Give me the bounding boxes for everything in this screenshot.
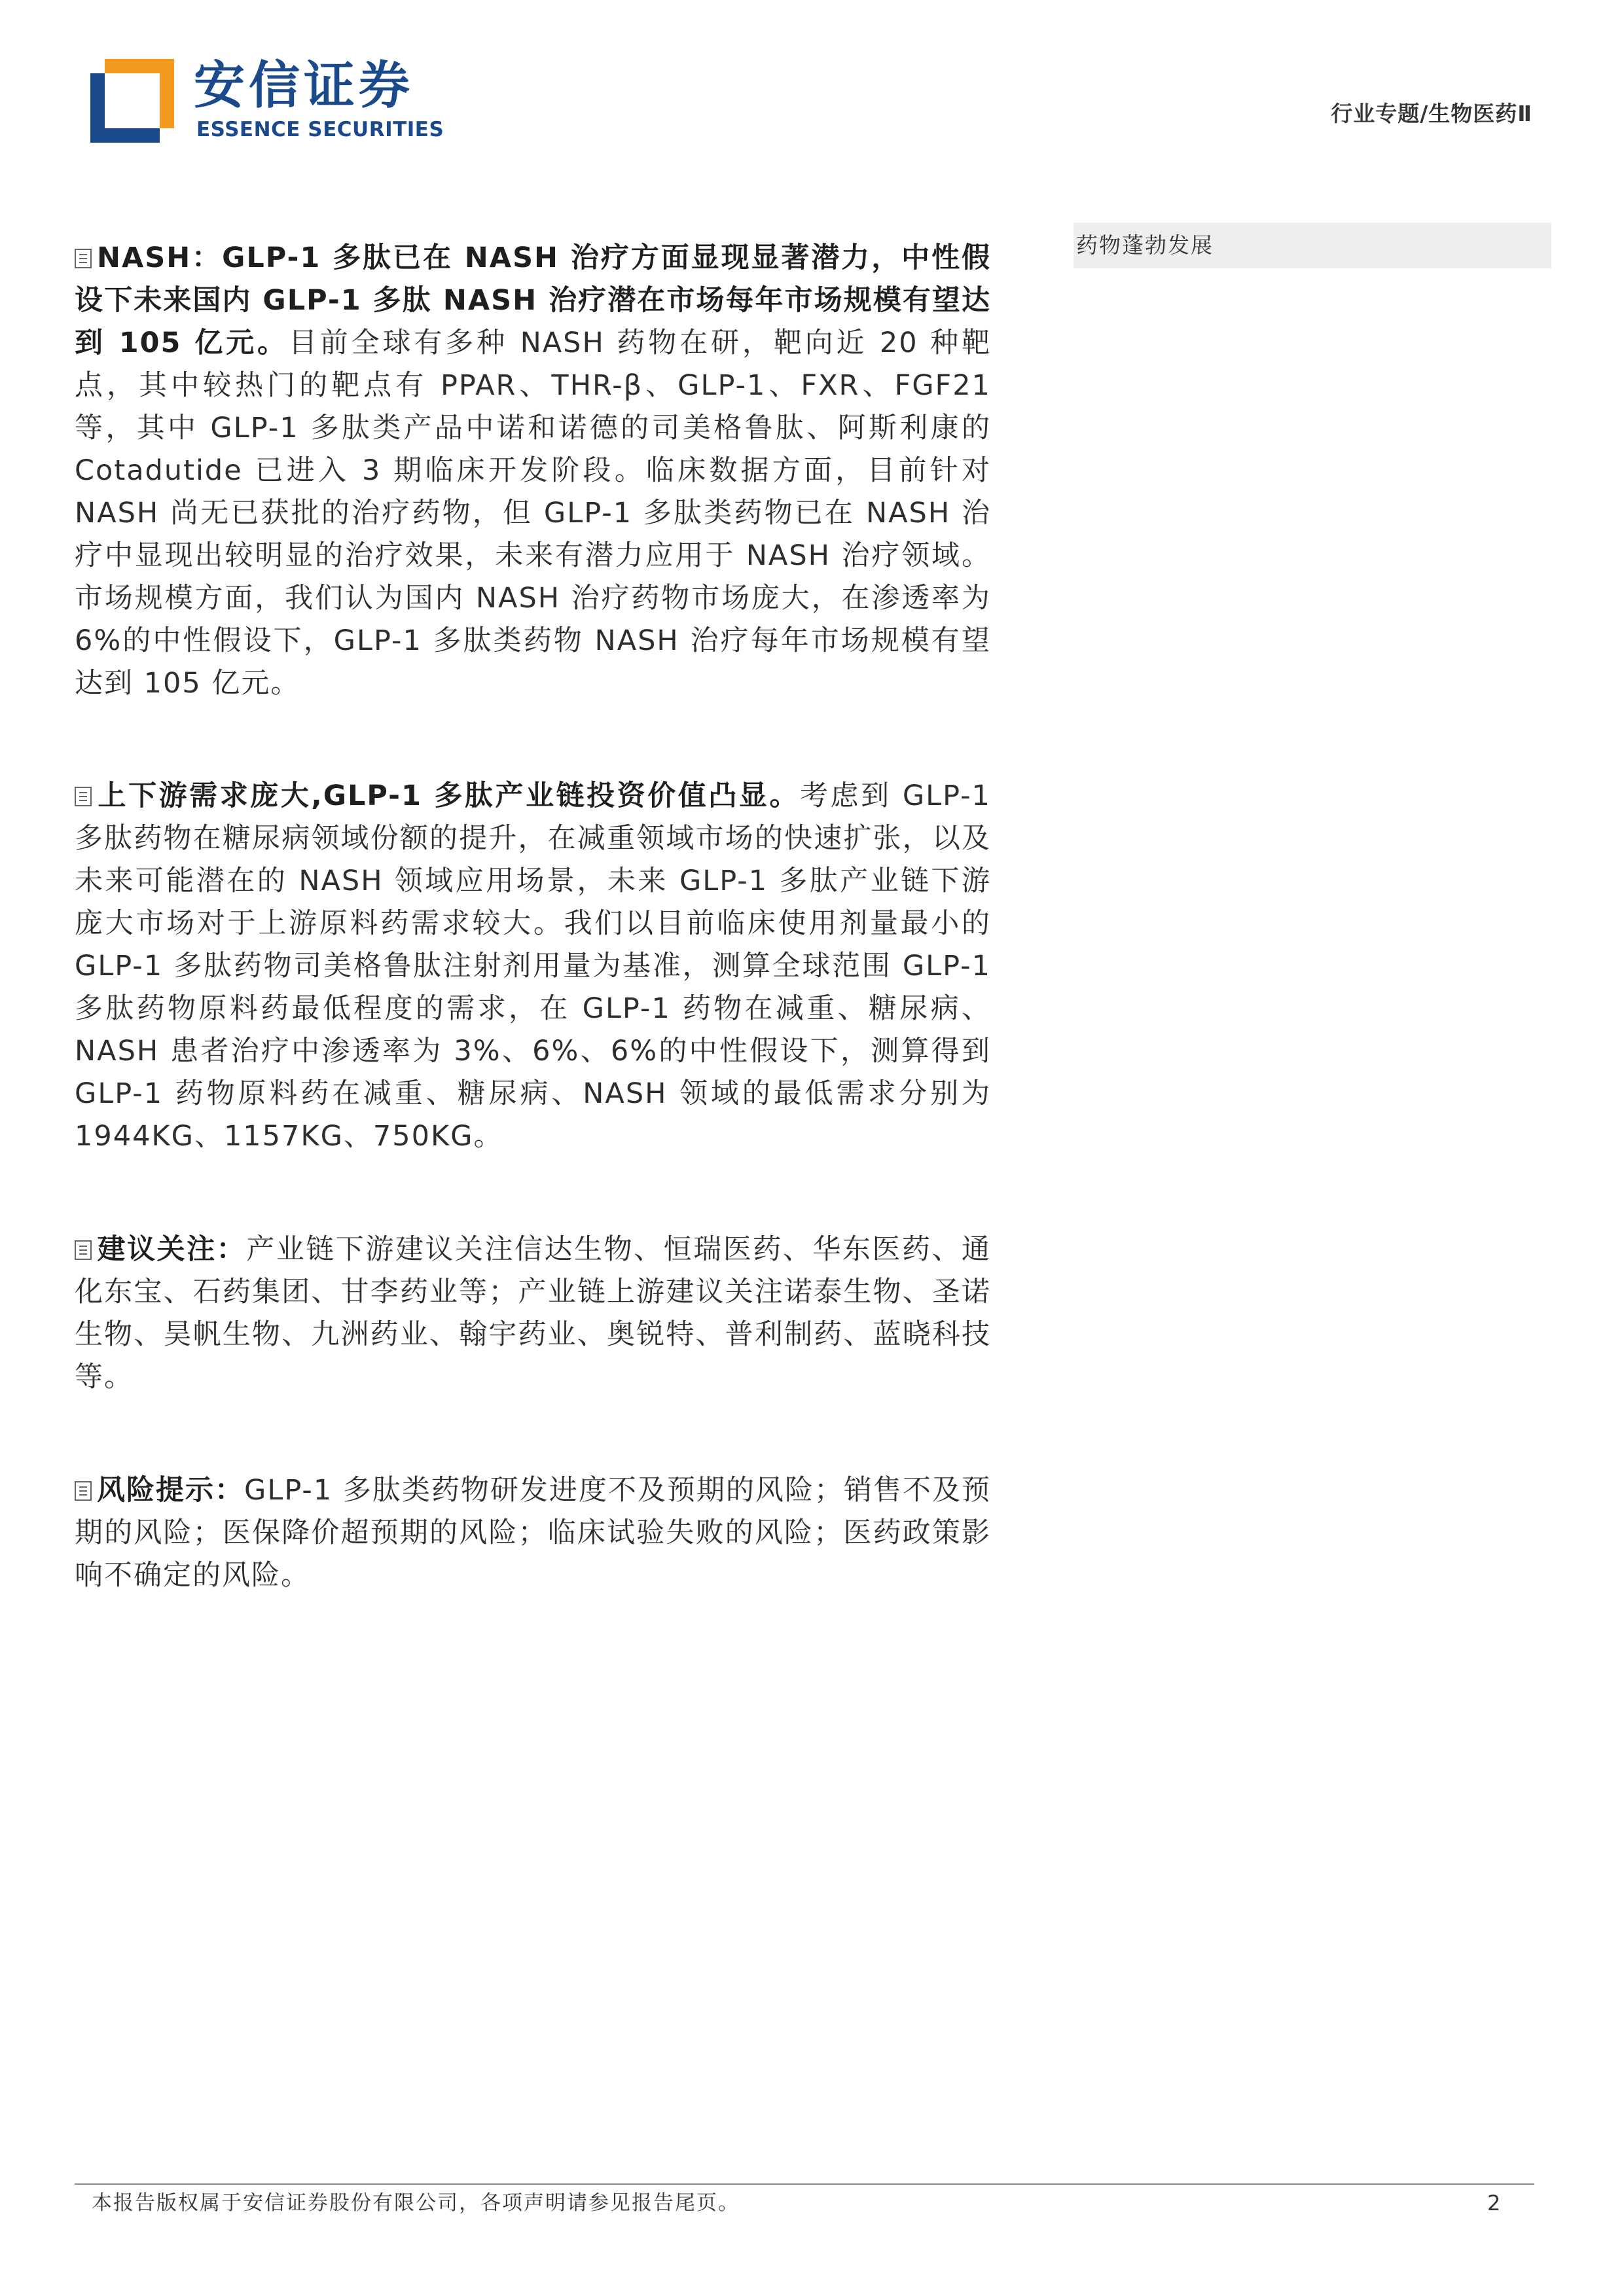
- document-bullet-icon: [75, 787, 92, 806]
- document-bullet-icon: [75, 249, 92, 268]
- report-body: [75, 237, 991, 1597]
- footer-divider: [75, 2183, 1534, 2185]
- logo-english-name: ESSENCE SECURITIES: [196, 118, 444, 141]
- section-heading: 上下游需求庞大,GLP-1 多肽产业链投资价值凸显。: [97, 780, 800, 812]
- sidebar-note-text: 药物蓬勃发展: [1076, 232, 1214, 258]
- section-risk-warning: [75, 1469, 991, 1597]
- report-category: 行业专题/生物医药Ⅱ: [1331, 101, 1532, 126]
- document-bullet-icon: [75, 1240, 92, 1260]
- section-heading: NASH：GLP-1 多肽已在 NASH 治疗方面显现显著潜力，中性假设下未来国内 GLP-1 多肽 NASH 治疗潜在市场每年市场规模有望达到 105 亿元。: [75, 242, 991, 359]
- section-text: 考虑到 GLP-1 多肽药物在糖尿病领域份额的提升，在减重领域市场的快速扩张，以及未来可能潜在的 NASH 领域应用场景，未来 GLP-1 多肽产业链下游庞大市场对于上游原料药需求较大。我们以目前临床使用剂量最小的 GLP-1 多肽药物司美格鲁肽注射剂用量为基准，测算全球范围 GLP-1 多肽药物原料药最低程度的需求，在 GLP-1 药物在减重、糖尿病、NASH 患者治疗中渗透率为 3%、6%、6%的中性假设下，测算得到 GLP-1 药物原料药在减重、糖尿病、NASH 领域的最低需求分别为 1944KG、1157KG、750KG。: [75, 780, 991, 1153]
- section-heading: 建议关注：: [97, 1233, 247, 1266]
- section-text: GLP-1 多肽类药物研发进度不及预期的风险；销售不及预期的风险；医保降价超预期的风险；临床试验失败的风险；医药政策影响不确定的风险。: [75, 1474, 991, 1592]
- document-bullet-icon: [75, 1481, 92, 1501]
- sidebar-note-box: [1074, 223, 1551, 268]
- company-logo: [90, 56, 444, 145]
- section-supply-chain: [75, 775, 991, 1158]
- section-nash: [75, 237, 991, 705]
- section-heading: 风险提示：: [97, 1474, 245, 1507]
- page-number: 2: [1487, 2191, 1501, 2215]
- section-text: 产业链下游建议关注信达生物、恒瑞医药、华东医药、通化东宝、石药集团、甘李药业等；产业链上游建议关注诺泰生物、圣诺生物、昊帆生物、九洲药业、翰宇药业、奥锐特、普利制药、蓝晓科技等。: [75, 1233, 992, 1393]
- section-text: 目前全球有多种 NASH 药物在研，靶向近 20 种靶点，其中较热门的靶点有 PPAR、THR-β、GLP-1、FXR、FGF21 等，其中 GLP-1 多肽类产品中诺和诺德的司美格鲁肽、阿斯利康的 Cotadutide 已进入 3 期临床开发阶段。临床数据方面，目前针对 NASH 尚无已获批的治疗药物，但 GLP-1 多肽类药物已在 NASH 治疗中显现出较明显的治疗效果，未来有潜力应用于 NASH 治疗领域。市场规模方面，我们认为国内 NASH 治疗药物市场庞大，在渗透率为 6%的中性假设下，GLP-1 多肽类药物 NASH 治疗每年市场规模有望达到 105 亿元。: [75, 327, 991, 700]
- logo-chinese-name: 安信证券: [194, 56, 414, 115]
- logo-mark-icon: [90, 59, 174, 143]
- footer-disclaimer: 本报告版权属于安信证券股份有限公司，各项声明请参见报告尾页。: [92, 2191, 740, 2215]
- section-recommendations: [75, 1229, 991, 1399]
